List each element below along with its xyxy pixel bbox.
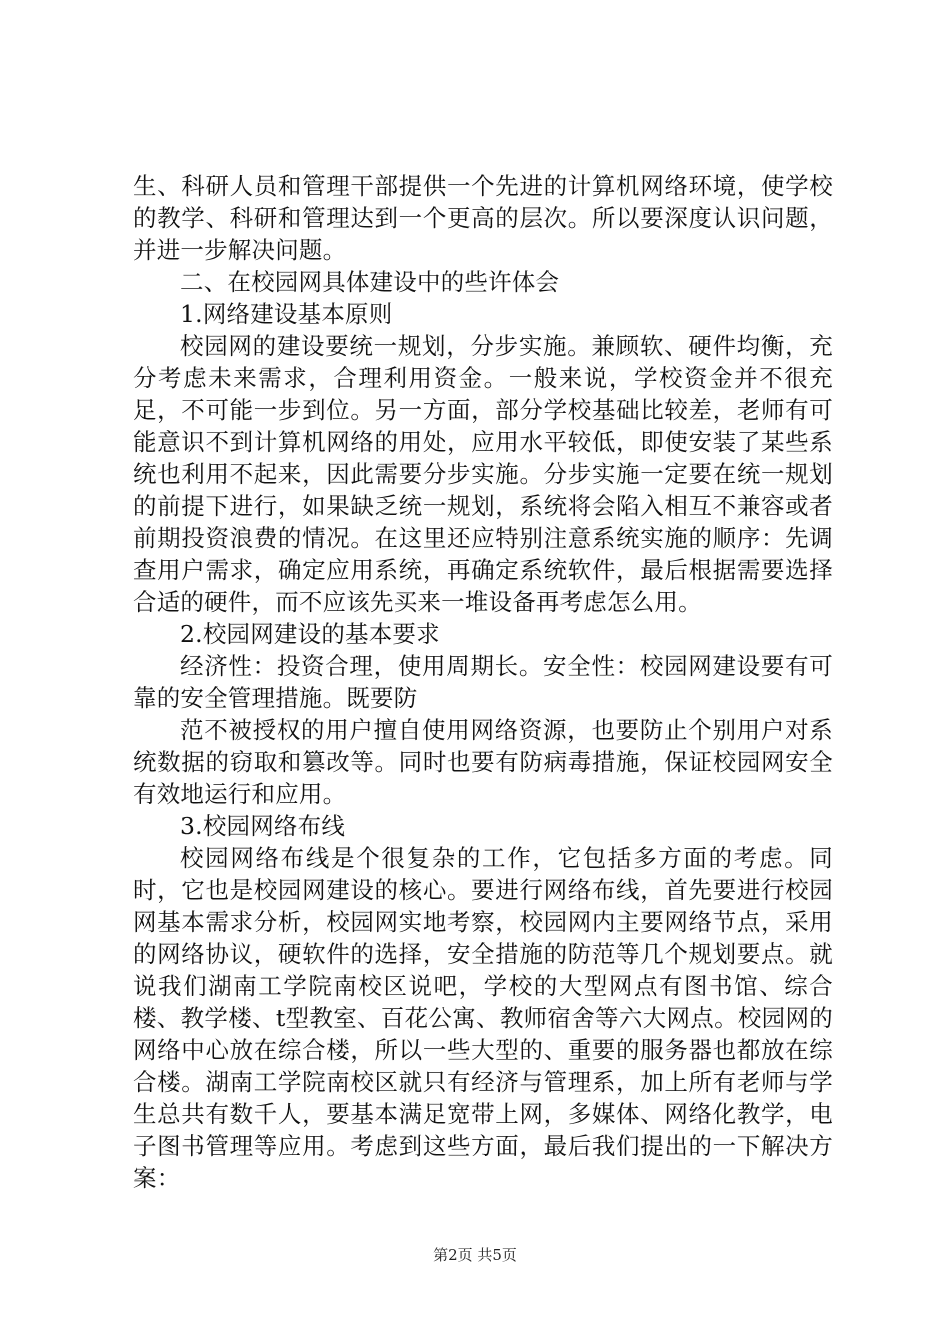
subsection-heading-2: 2.校园网建设的基本要求 xyxy=(180,620,440,648)
page-number-footer: 第2页 共5页 xyxy=(433,1246,517,1264)
page-body xyxy=(133,170,833,1194)
section-heading: 二、在校园网具体建设中的些许体会 xyxy=(180,268,560,296)
paragraph-cabling: 校园网络布线是个很复杂的工作，它包括多方面的考虑。同时，它也是校园网建设的核心。要进行网络布线，首先要进行校园网基本需求分析，校园网实地考察，校园网内主要网络节点，采用的网络协议，硬软件的选择，安全措施的防范等几个规划要点。就说我们湖南工学院南校区说吧，学校的大型网点有图书馆、综合楼、教学楼、t型教室、百花公寓、教师宿舍等六大网点。校园网的网络中心放在综合楼，所以一些大型的、重要的服务器也都放在综合楼。湖南工学院南校区就只有经济与管理系，加上所有老师与学生总共有数千人，要基本满足宽带上网，多媒体、网络化教学，电子图书管理等应用。考虑到这些方面，最后我们提出的一下解决方案： xyxy=(133,844,833,1192)
subsection-heading-1: 1.网络建设基本原则 xyxy=(180,300,393,328)
subsection-heading-3: 3.校园网络布线 xyxy=(180,812,346,840)
paragraph-continuation: 生、科研人员和管理干部提供一个先进的计算机网络环境，使学校的教学、科研和管理达到一个更高的层次。所以要深度认识问题，并进一步解决问题。 xyxy=(133,172,833,264)
paragraph-security: 范不被授权的用户擅自使用网络资源，也要防止个别用户对系统数据的窃取和篡改等。同时也要有防病毒措施，保证校园网安全有效地运行和应用。 xyxy=(133,716,833,808)
paragraph-requirements: 经济性：投资合理，使用周期长。安全性：校园网建设要有可靠的安全管理措施。既要防 xyxy=(133,652,833,712)
paragraph-principles: 校园网的建设要统一规划，分步实施。兼顾软、硬件均衡，充分考虑未来需求，合理利用资金。一般来说，学校资金并不很充足，不可能一步到位。另一方面，部分学校基础比较差，老师有可能意识不到计算机网络的用处，应用水平较低，即使安装了某些系统也利用不起来，因此需要分步实施。分步实施一定要在统一规划的前提下进行，如果缺乏统一规划，系统将会陷入相互不兼容或者前期投资浪费的情况。在这里还应特别注意系统实施的顺序：先调查用户需求，确定应用系统，再确定系统软件，最后根据需要选择合适的硬件，而不应该先买来一堆设备再考虑怎么用。 xyxy=(133,332,833,616)
